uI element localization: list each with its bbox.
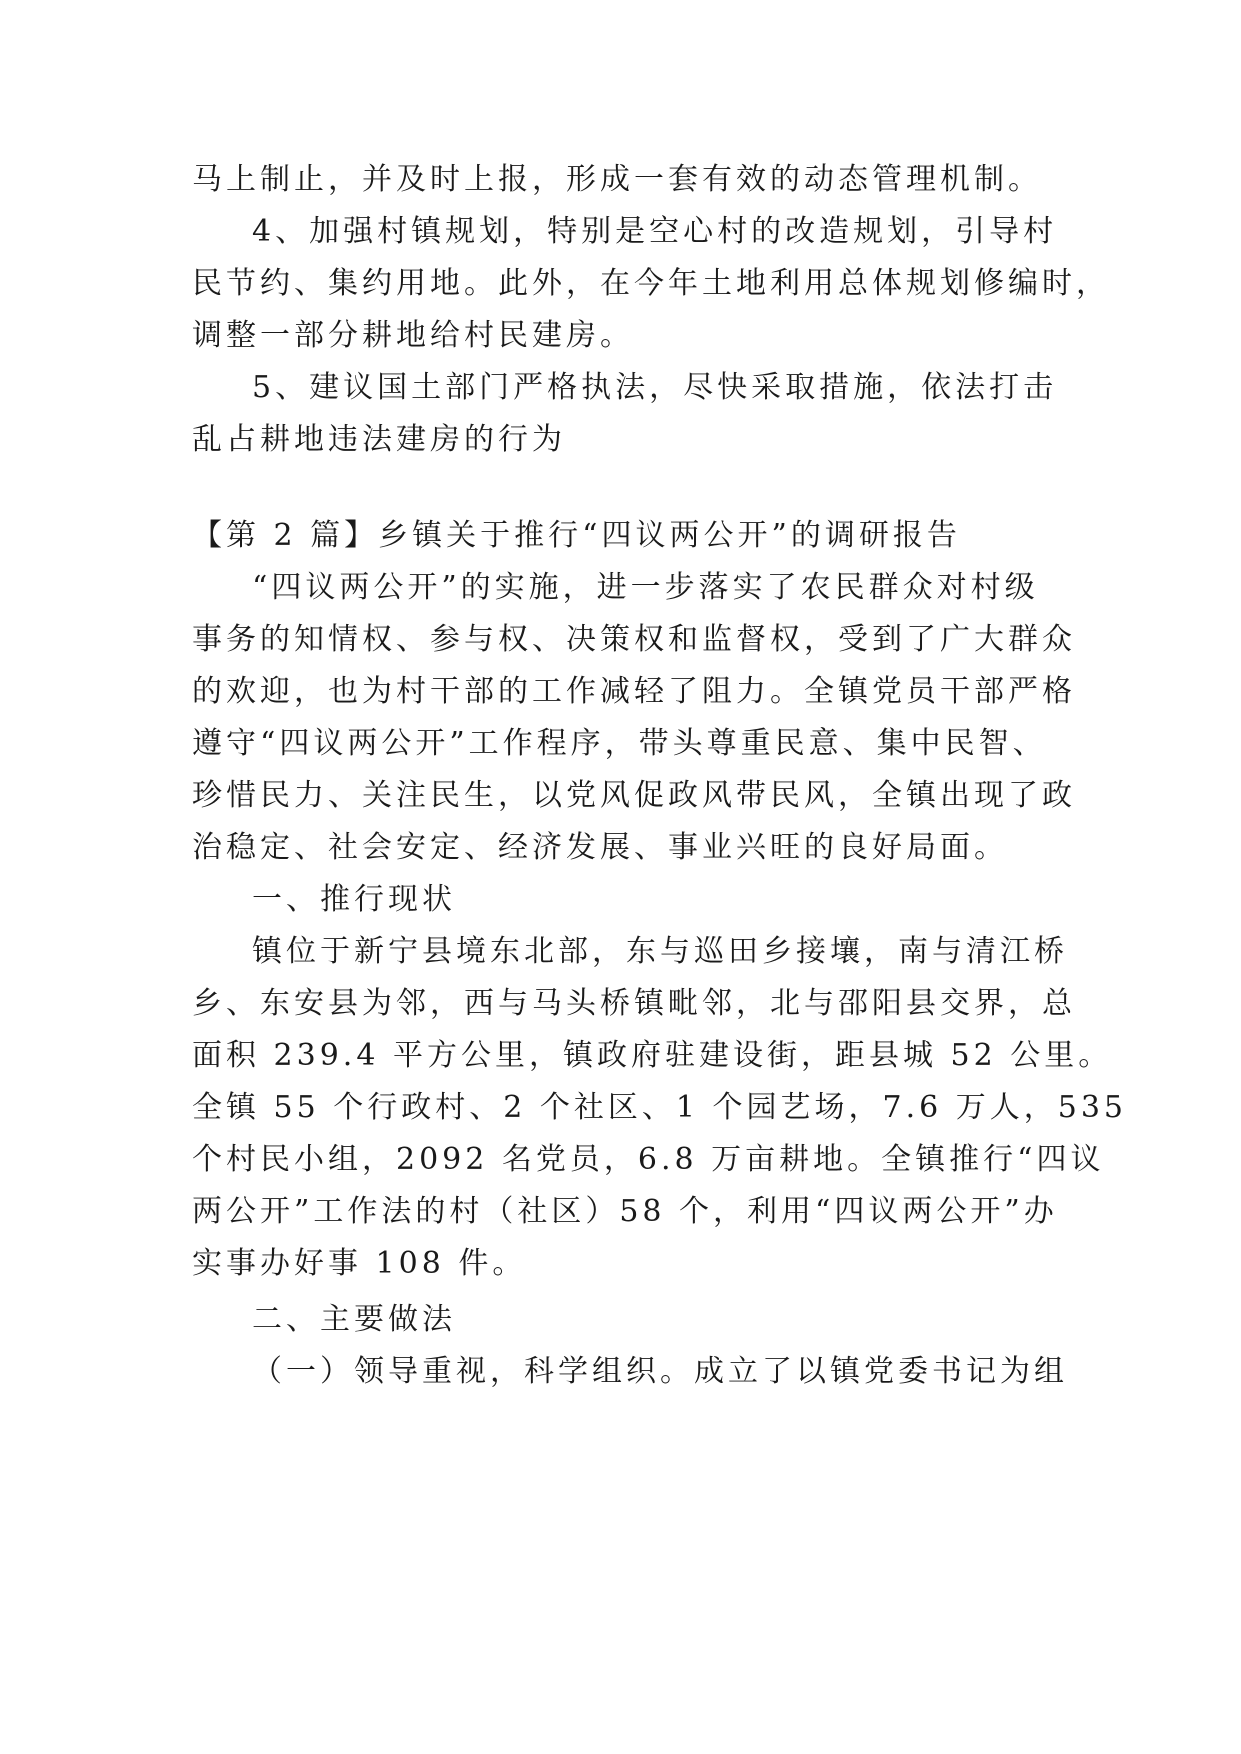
paragraph-line: 乱占耕地违法建房的行为 bbox=[192, 422, 566, 457]
paragraph-line: 4、加强村镇规划，特别是空心村的改造规划，引导村 bbox=[252, 214, 1058, 249]
paragraph-line: 全镇 55 个行政村、2 个社区、1 个园艺场，7.6 万人，535 bbox=[192, 1090, 1127, 1125]
paragraph-line: 镇位于新宁县境东北部，东与巡田乡接壤，南与清江桥 bbox=[252, 934, 1068, 969]
paragraph-line: 民节约、集约用地。此外，在今年土地利用总体规划修编时， bbox=[192, 266, 1110, 301]
paragraph-line: “四议两公开”的实施，进一步落实了农民群众对村级 bbox=[252, 570, 1039, 605]
paragraph-line: 面积 239.4 平方公里，镇政府驻建设街，距县城 52 公里。 bbox=[192, 1038, 1113, 1073]
paragraph-line: 调整一部分耕地给村民建房。 bbox=[192, 318, 634, 353]
paragraph-line: 两公开”工作法的村（社区）58 个，利用“四议两公开”办 bbox=[192, 1194, 1058, 1229]
paragraph-line: 治稳定、社会安定、经济发展、事业兴旺的良好局面。 bbox=[192, 830, 1008, 865]
subsection-heading: 二、主要做法 bbox=[252, 1302, 456, 1337]
paragraph-line: 珍惜民力、关注民生，以党风促政风带民风，全镇出现了政 bbox=[192, 778, 1076, 813]
section-heading: 【第 2 篇】乡镇关于推行“四议两公开”的调研报告 bbox=[192, 518, 961, 553]
paragraph-line: 个村民小组，2092 名党员，6.8 万亩耕地。全镇推行“四议 bbox=[192, 1142, 1105, 1177]
paragraph-line: 事务的知情权、参与权、决策权和监督权，受到了广大群众 bbox=[192, 622, 1076, 657]
paragraph-line: 乡、东安县为邻，西与马头桥镇毗邻，北与邵阳县交界，总 bbox=[192, 986, 1076, 1021]
paragraph-line: （一）领导重视，科学组织。成立了以镇党委书记为组 bbox=[252, 1354, 1068, 1389]
paragraph-line: 5、建议国土部门严格执法，尽快采取措施，依法打击 bbox=[252, 370, 1058, 405]
subsection-heading: 一、推行现状 bbox=[252, 882, 456, 917]
paragraph-line: 的欢迎，也为村干部的工作减轻了阻力。全镇党员干部严格 bbox=[192, 674, 1076, 709]
paragraph-line: 马上制止，并及时上报，形成一套有效的动态管理机制。 bbox=[192, 162, 1042, 197]
paragraph-line: 遵守“四议两公开”工作程序，带头尊重民意、集中民智、 bbox=[192, 726, 1047, 761]
paragraph-line: 实事办好事 108 件。 bbox=[192, 1246, 527, 1281]
